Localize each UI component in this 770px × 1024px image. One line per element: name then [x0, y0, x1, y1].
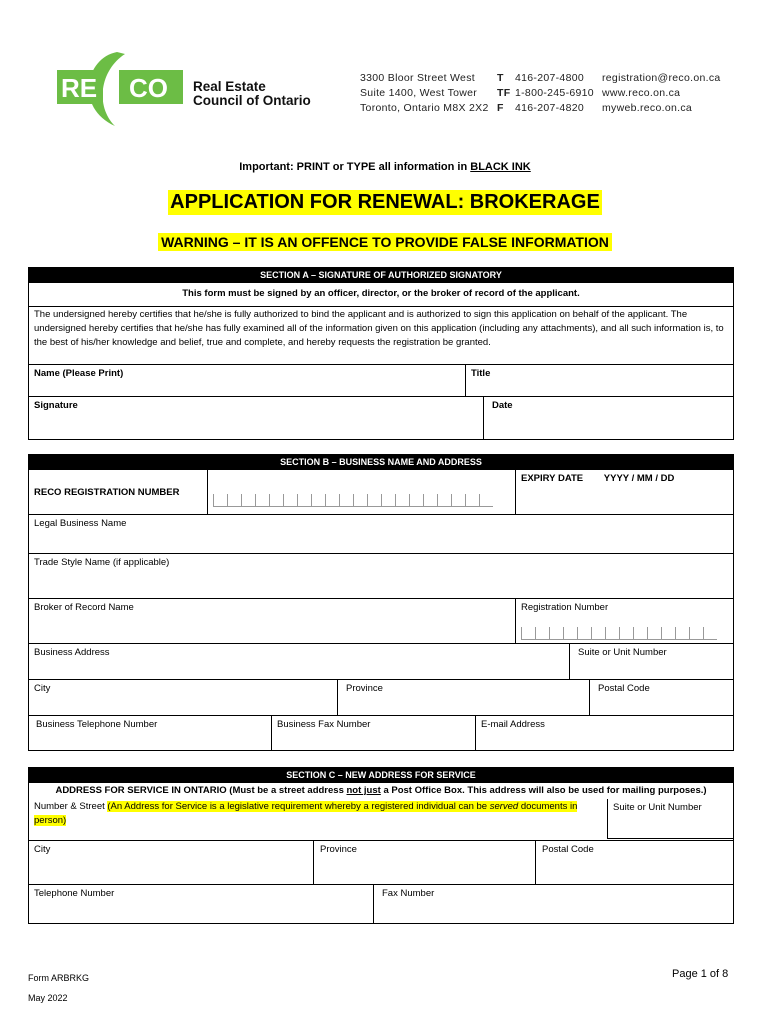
number-street-field[interactable]: Number & Street (An Address for Service is a legislative requirement whereby a registered individual can be served documents in person)	[34, 801, 578, 826]
reco-logo	[55, 48, 185, 130]
business-address-field[interactable]: Business Address	[29, 643, 569, 679]
service-city-field[interactable]: City	[29, 840, 313, 884]
ink-instruction: Important: PRINT or TYPE all information in BLACK INK	[239, 161, 531, 173]
expiry-date-field[interactable]	[515, 470, 733, 514]
section-b-heading: SECTION B – BUSINESS NAME AND ADDRESS	[29, 455, 733, 470]
form-title: APPLICATION FOR RENEWAL: BROKERAGE	[170, 191, 600, 213]
org-name: Real Estate Council of Ontario	[193, 79, 311, 108]
reco-registration-number-label: RECO REGISTRATION NUMBER	[34, 487, 180, 498]
signature-field[interactable]: Signature	[29, 396, 483, 439]
suite-unit-field[interactable]: Suite or Unit Number	[569, 643, 733, 679]
form-date: May 2022	[28, 993, 68, 1003]
form-id: Form ARBRKG	[28, 973, 90, 983]
section-a-heading: SECTION A – SIGNATURE OF AUTHORIZED SIGNATORY	[29, 268, 733, 283]
expiry-date-label: EXPIRY DATE	[521, 473, 584, 484]
org-phones: T 416-207-4800 TF 1-800-245-6910 F 416-207-4820	[497, 72, 594, 114]
section-a	[28, 267, 734, 440]
logo-text-re: RE	[61, 73, 98, 103]
section-c	[28, 767, 734, 924]
reco-registration-number-input[interactable]	[207, 470, 515, 514]
business-telephone-field[interactable]: Business Telephone Number	[29, 715, 271, 750]
province-field[interactable]: Province	[337, 679, 589, 715]
registration-number-field[interactable]: Registration Number	[515, 598, 733, 643]
false-info-warning: WARNING – IT IS AN OFFENCE TO PROVIDE FALSE INFORMATION	[158, 233, 612, 251]
city-field[interactable]: City	[29, 679, 337, 715]
org-web: registration@reco.on.ca www.reco.on.ca myweb.reco.on.ca	[602, 72, 721, 114]
name-field[interactable]: Name (Please Print)	[29, 364, 465, 396]
certification-text: The undersigned hereby certifies that he/she is fully authorized to bind the applicant and is authorized to sign this application on behalf of the applicant. The undersigned hereby certifies that he/she has fully examined all of the information given on this application (including any attachments), and all such information is, to the best of his/her knowledge and belief, true and complete, and hereby requests the registration be granted.	[29, 306, 733, 364]
service-fax-field[interactable]: Fax Number	[373, 884, 733, 923]
logo-text-co: CO	[129, 73, 168, 103]
section-b	[28, 454, 734, 751]
section-a-subheading: This form must be signed by an officer, director, or the broker of record of the applicant.	[182, 288, 580, 299]
service-suite-unit-field[interactable]: Suite or Unit Number	[607, 799, 733, 839]
business-fax-field[interactable]: Business Fax Number	[271, 715, 475, 750]
form-footer	[28, 968, 89, 1008]
page-number: Page 1 of 8	[672, 968, 729, 980]
trade-style-name-field[interactable]: Trade Style Name (if applicable)	[29, 553, 733, 598]
section-c-subheading: ADDRESS FOR SERVICE IN ONTARIO (Must be a street address not just a Post Office Box. This address will also be used for mailing purposes.)	[55, 785, 707, 796]
service-province-field[interactable]: Province	[313, 840, 535, 884]
title-field[interactable]: Title	[465, 364, 733, 396]
section-c-heading: SECTION C – NEW ADDRESS FOR SERVICE	[29, 768, 733, 783]
email-address-field[interactable]: E-mail Address	[475, 715, 733, 750]
legal-business-name-field[interactable]: Legal Business Name	[29, 514, 733, 553]
date-field[interactable]: Date	[483, 396, 733, 439]
service-postal-code-field[interactable]: Postal Code	[535, 840, 733, 884]
address-for-service-note: (An Address for Service is a legislative requirement whereby a registered individual can be served documents in person)	[34, 801, 578, 826]
broker-of-record-field[interactable]: Broker of Record Name	[29, 598, 515, 643]
postal-code-field[interactable]: Postal Code	[589, 679, 733, 715]
org-address: 3300 Bloor Street West Suite 1400, West Tower Toronto, Ontario M8X 2X2	[360, 72, 489, 114]
service-telephone-field[interactable]: Telephone Number	[29, 884, 373, 923]
expiry-date-format: YYYY / MM / DD	[603, 473, 675, 484]
